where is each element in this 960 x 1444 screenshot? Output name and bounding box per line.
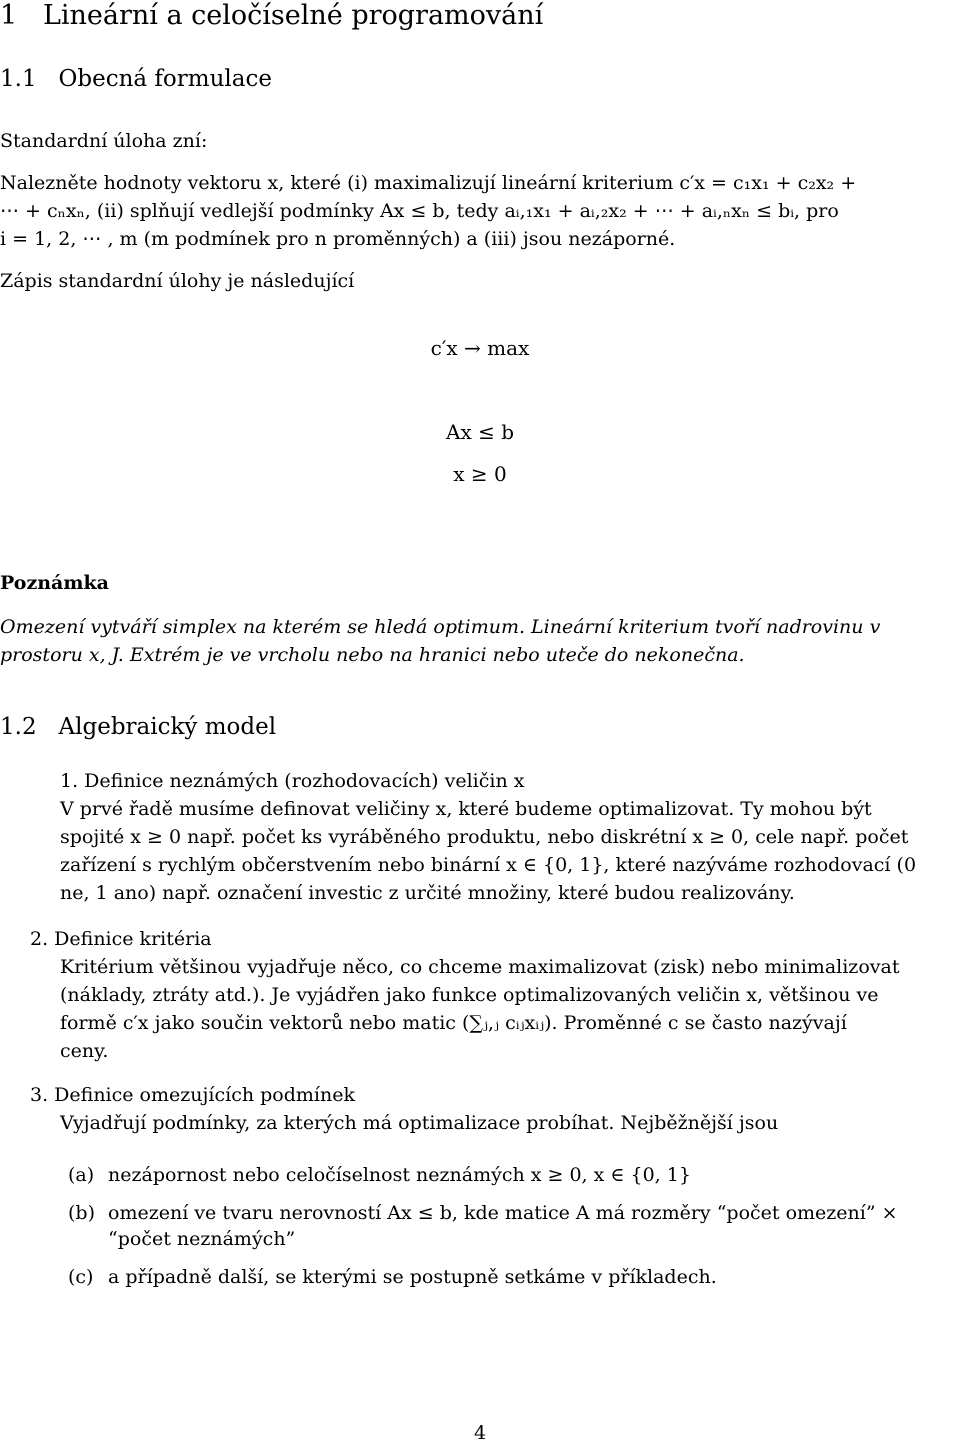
subitem-c-label: (c)	[68, 1266, 94, 1288]
item-3-label: 3. Definice omezujících podmínek	[30, 1084, 355, 1106]
item-2-line: (náklady, ztráty atd.). Je vyjádřen jako funkce optimalizovaných veličin x, většinou ve	[60, 984, 879, 1006]
para1-line: Nalezněte hodnoty vektoru x, které (i) maximalizují lineární kriterium c′x = c₁x₁ + c₂x₂ +	[0, 172, 857, 194]
subsection-number: 1.1	[0, 66, 37, 92]
subitem-b-label: (b)	[68, 1202, 95, 1224]
note-line: prostoru x, J. Extrém je ve vrcholu nebo na hranici nebo uteče do nekonečna.	[0, 644, 745, 666]
note-line: Omezení vytváří simplex na kterém se hledá optimum. Lineární kriterium tvoří nadrovinu v	[0, 616, 881, 638]
item-2-line: formě c′x jako součin vektorů nebo matic (∑ⱼ,ⱼ cᵢⱼxᵢⱼ). Proměnné c se často nazývají	[60, 1012, 847, 1034]
subsection-title: Obecná formulace	[58, 66, 272, 92]
para1-line: ⋯ + cₙxₙ, (ii) splňují vedlejší podmínky Ax ≤ b, tedy aᵢ,₁x₁ + aᵢ,₂x₂ + ⋯ + aᵢ,ₙxₙ ≤ bᵢ, pro	[0, 200, 839, 222]
subsection-heading-2	[0, 714, 276, 740]
item-1-line: spojité x ≥ 0 např. počet ks vyráběného produktu, nebo diskrétní x ≥ 0, cele např. počet	[60, 826, 909, 848]
section-heading	[0, 0, 543, 31]
item-2-label: 2. Definice kritéria	[30, 928, 212, 950]
item-2-line: ceny.	[60, 1040, 109, 1062]
subitem-a-label: (a)	[68, 1164, 95, 1186]
formula-nonneg: x ≥ 0	[453, 462, 507, 486]
item-1-line: V prvé řadě musíme definovat veličiny x, které budeme optimalizovat. Ty mohou být	[60, 798, 872, 820]
section-number: 1	[0, 0, 18, 31]
item-1-label: 1. Definice neznámých (rozhodovacích) veličin x	[60, 770, 525, 792]
section-title: Lineární a celočíselné programování	[42, 0, 544, 31]
page-number: 4	[473, 1422, 487, 1444]
subsection-title: Algebraický model	[58, 714, 277, 740]
zapis-text: Zápis standardní úlohy je následující	[0, 270, 355, 292]
note-heading: Poznámka	[0, 572, 109, 594]
item-1-line: ne, 1 ano) např. označení investic z určité množiny, které budou realizovány.	[60, 882, 795, 904]
item-3-line: Vyjadřují podmínky, za kterých má optimalizace probíhat. Nejběžnější jsou	[60, 1112, 779, 1134]
formula-objective: c′x → max	[430, 336, 530, 360]
subsection-number: 1.2	[0, 714, 37, 740]
para1-line: i = 1, 2, ⋯ , m (m podmínek pro n proměnných) a (iii) jsou nezáporné.	[0, 228, 676, 250]
subsection-heading-1	[0, 66, 272, 92]
formula-constraint: Ax ≤ b	[446, 420, 514, 444]
item-1-line: zařízení s rychlým občerstvením nebo binární x ∈ {0, 1}, které nazýváme rozhodovací (0	[60, 854, 917, 876]
subitem-c-line: a případně další, se kterými se postupně setkáme v příkladech.	[108, 1266, 717, 1288]
item-2-line: Kritérium většinou vyjadřuje něco, co chceme maximalizovat (zisk) nebo minimalizovat	[60, 956, 900, 978]
intro-text: Standardní úloha zní:	[0, 130, 208, 152]
subitem-a-line: nezápornost nebo celočíselnost neznámých x ≥ 0, x ∈ {0, 1}	[108, 1164, 691, 1186]
subitem-b-line: “počet neznámých”	[108, 1228, 296, 1250]
subitem-b-line: omezení ve tvaru nerovností Ax ≤ b, kde matice A má rozměry “počet omezení” ×	[108, 1202, 898, 1224]
